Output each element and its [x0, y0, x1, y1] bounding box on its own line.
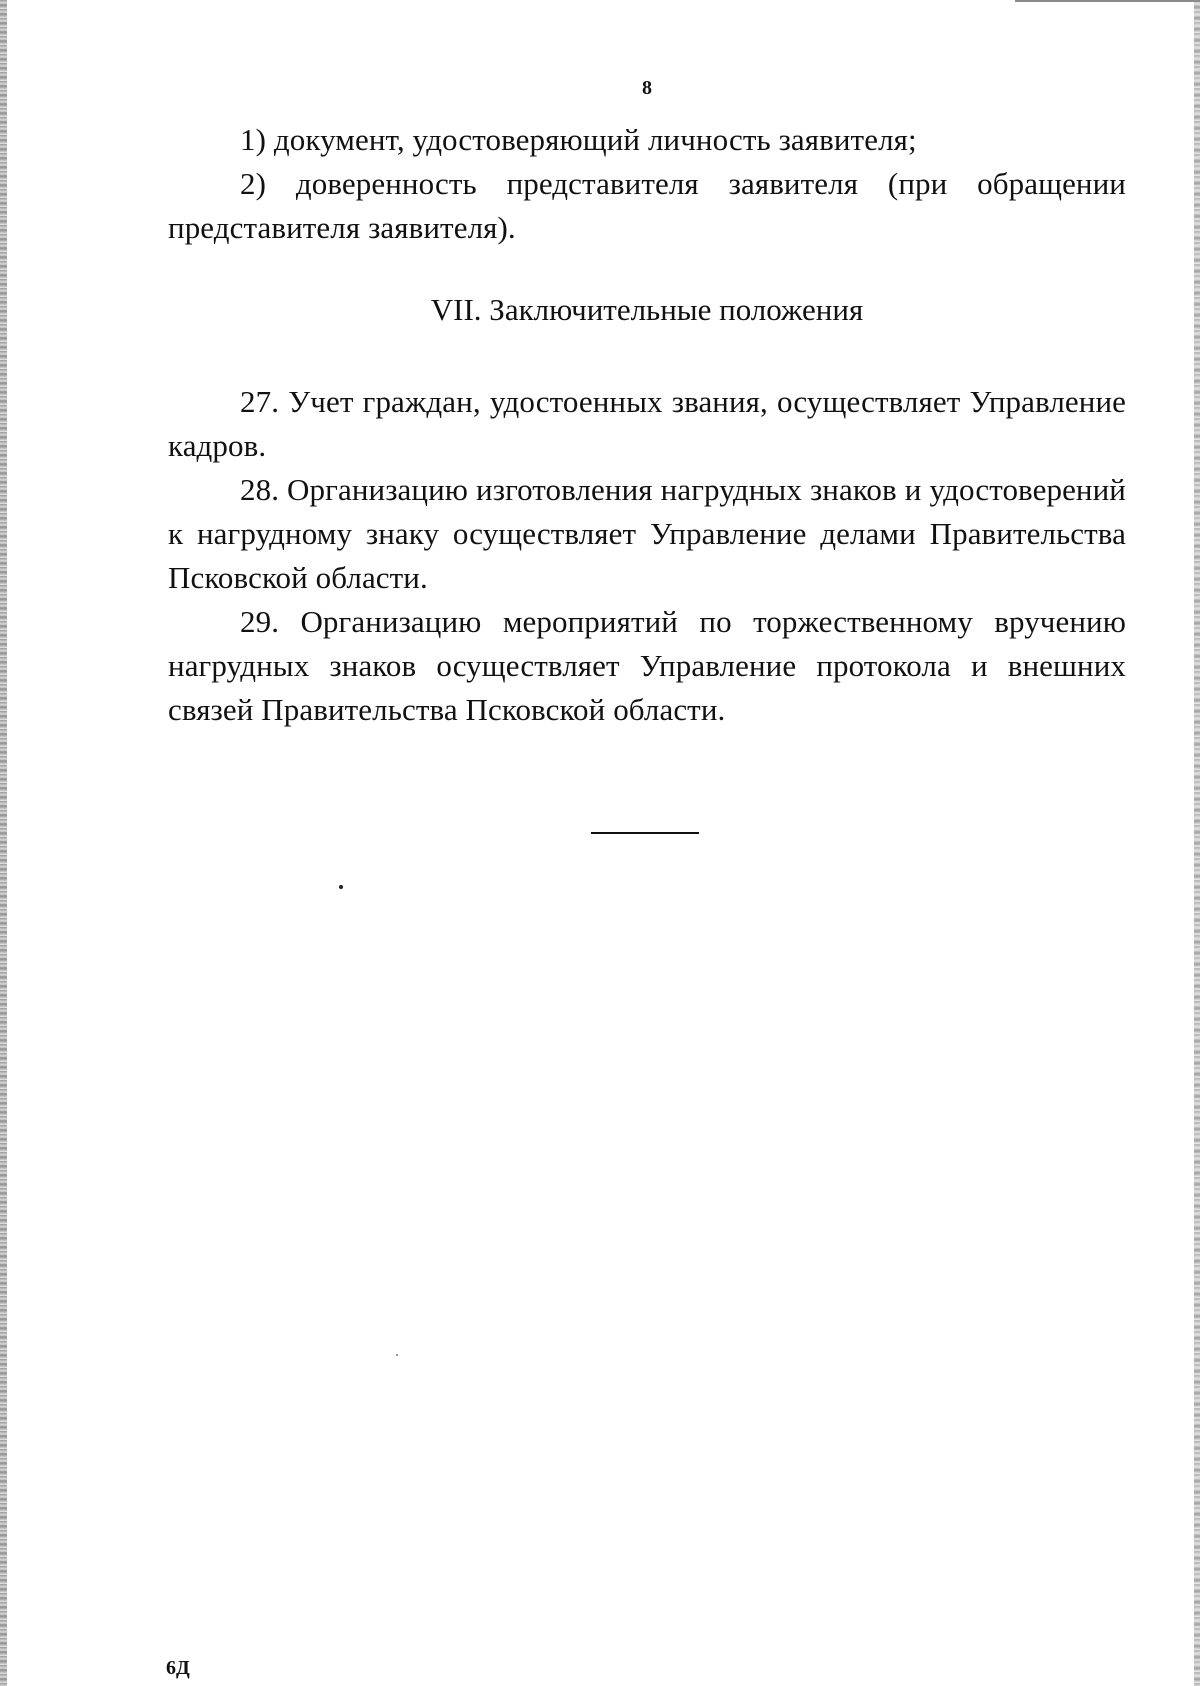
document-body [168, 118, 1126, 732]
scan-edge-left [0, 0, 7, 1686]
scan-speck [396, 1354, 398, 1356]
section-heading: VII. Заключительные положения [430, 292, 864, 327]
list-item-power-of-attorney: 2) доверенность представителя заявителя (при обращении представителя заявителя). [168, 166, 1126, 245]
clause-29: 29. Организацию мероприятий по торжественному вручению нагрудных знаков осуществляет Управление протокола и внешних связей Правительства Псковской области. [168, 604, 1126, 727]
clause-27: 27. Учет граждан, удостоенных звания, осуществляет Управление кадров. [168, 384, 1126, 463]
list-item-identity-document: 1) документ, удостоверяющий личность заявителя; [240, 122, 917, 157]
closing-rule [591, 832, 699, 834]
scan-edge-right [1194, 0, 1200, 1686]
stray-dot [339, 885, 343, 889]
clause-28: 28. Организацию изготовления нагрудных знаков и удостоверений к нагрудному знаку осуществляет Управление делами Правительства Псковской области. [168, 472, 1126, 595]
page-number: 8 [642, 77, 652, 99]
scan-edge-top [1015, 0, 1200, 2]
footer-code: 6Д [166, 1657, 190, 1679]
